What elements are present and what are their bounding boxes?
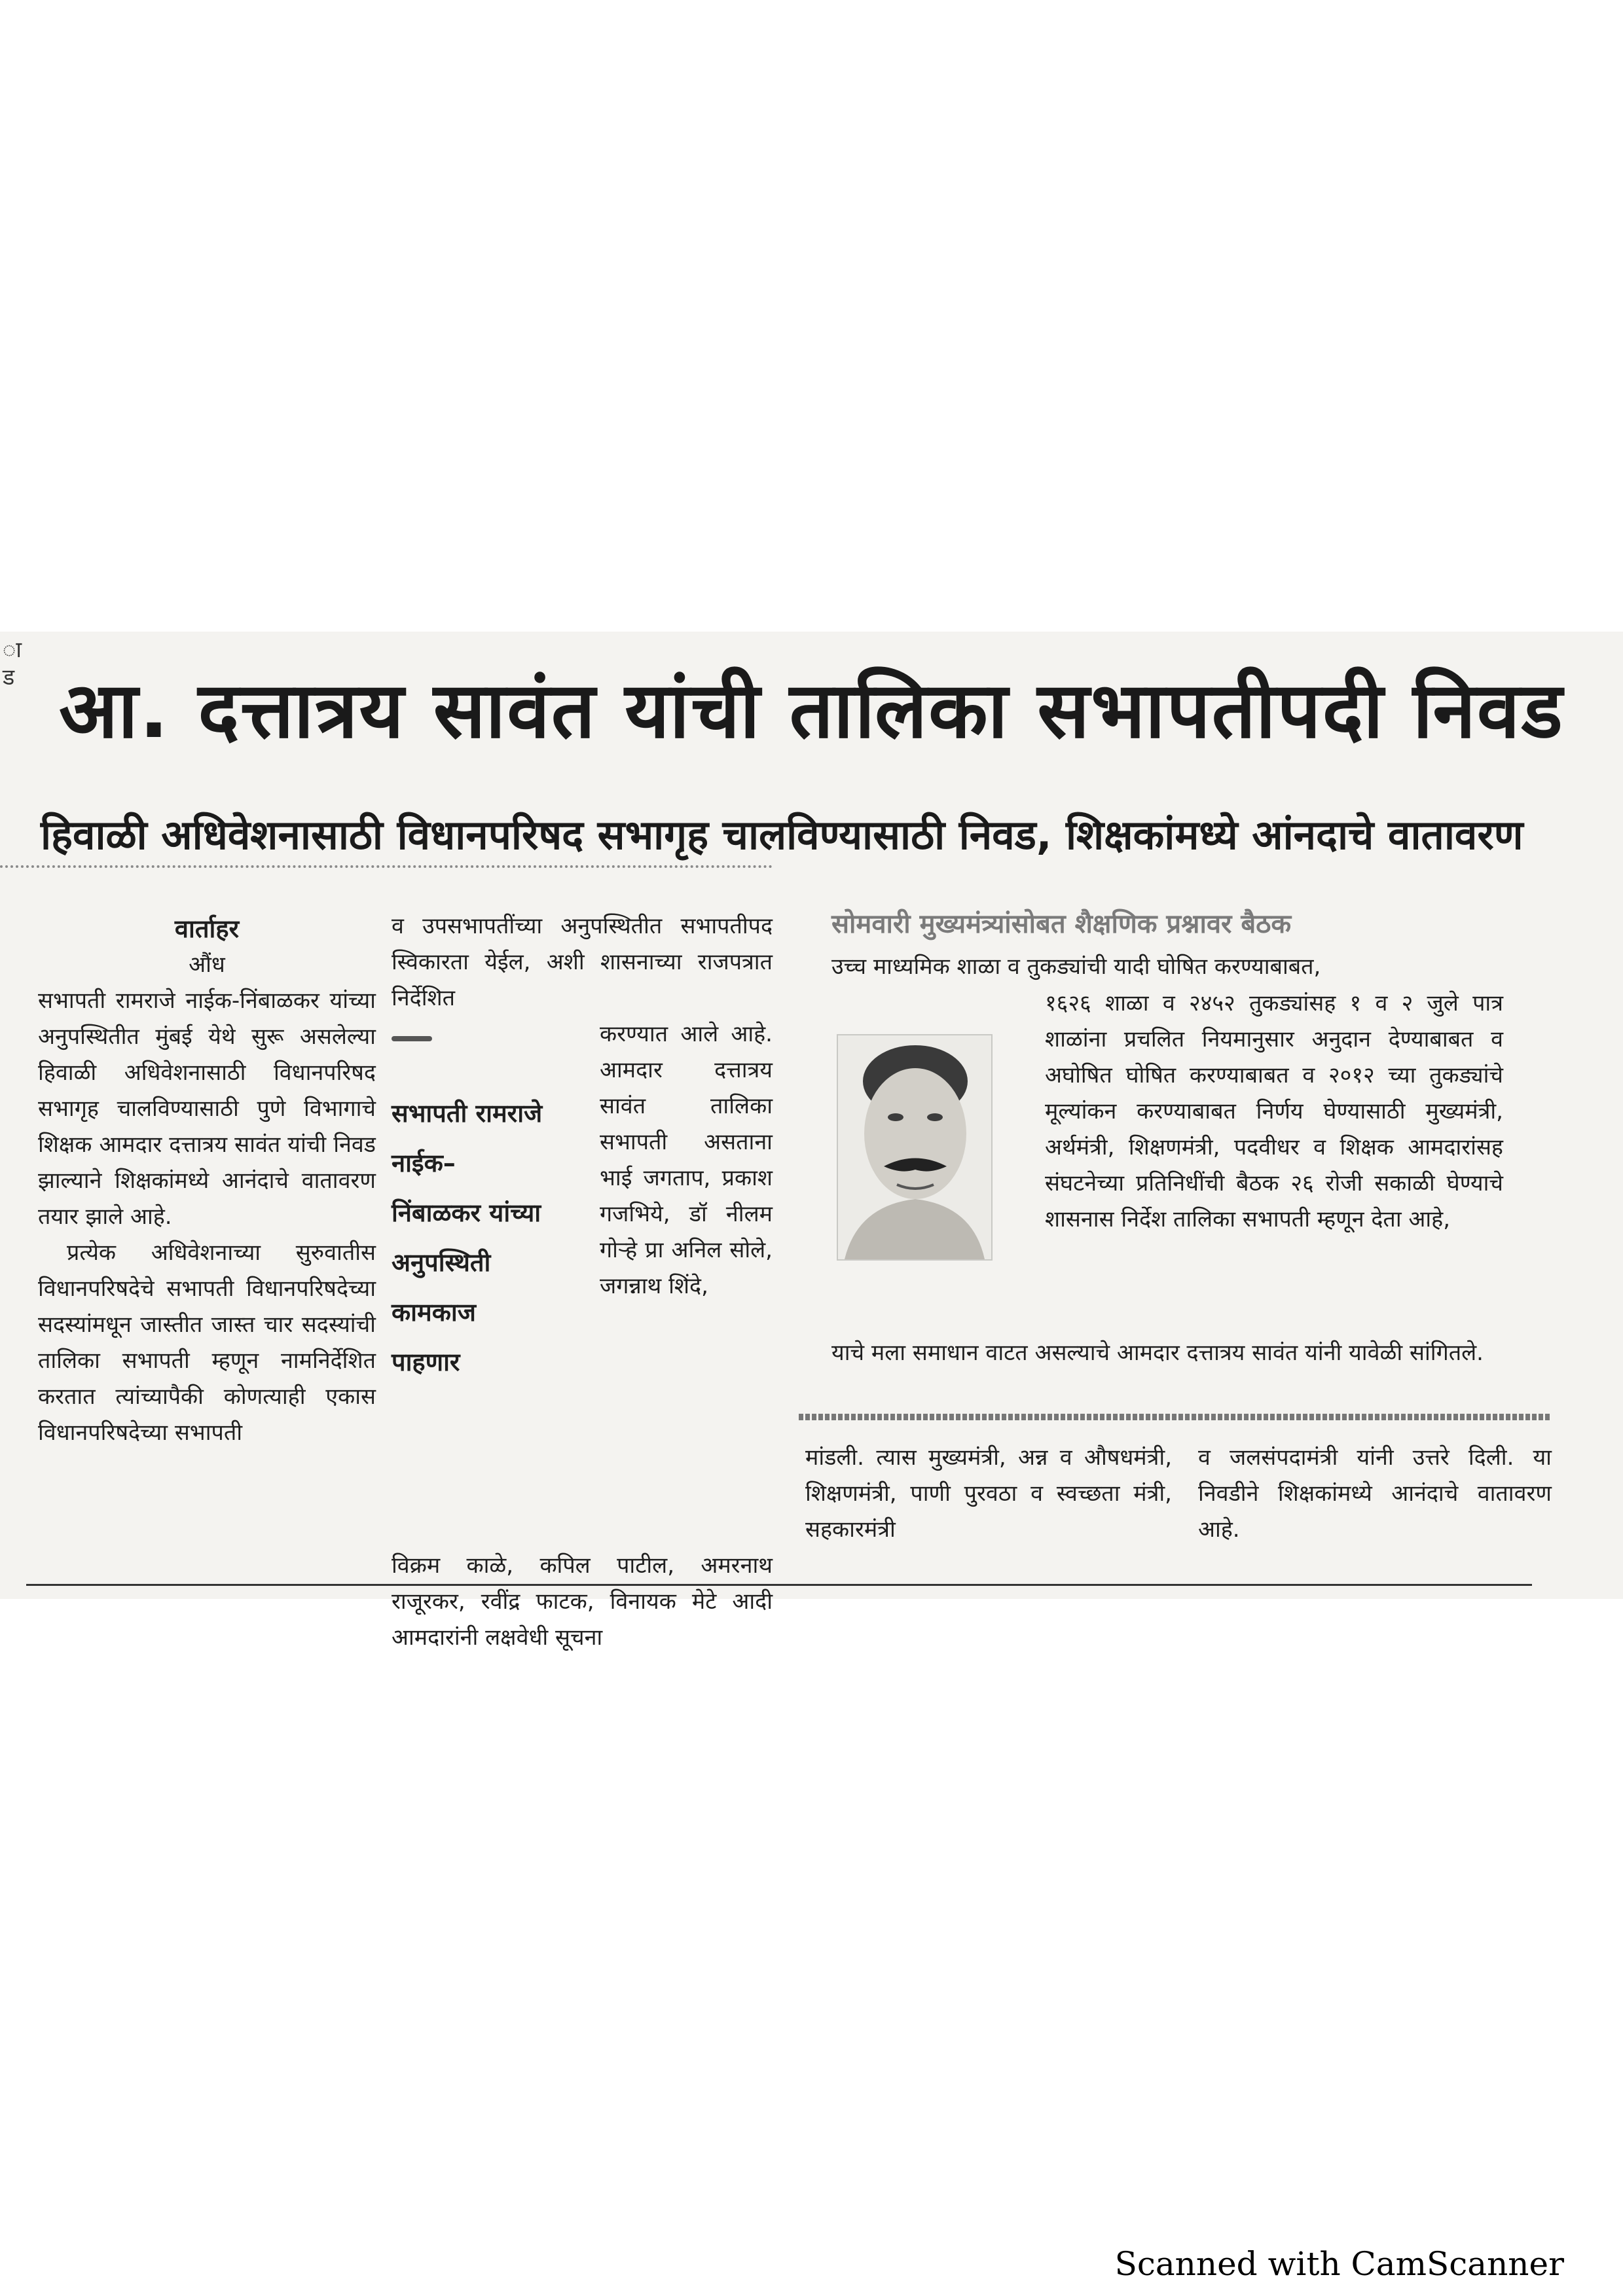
edge-mark-bottom: ड [3, 664, 15, 691]
article-column-1 [38, 911, 376, 1451]
box-bottom-rule [799, 1414, 1552, 1420]
edge-mark-top: ा [3, 637, 22, 663]
box-body: १६२६ शाळा व २४५२ तुकड्यांसह १ व २ जुले पात्र शाळांना प्रचलित नियमानुसार अनुदान देण्याबाबत व अघोषित घोषित करण्याबाबत व २०१२ च्या तुकड्यांचे मूल्यांकन करण्याबाबत निर्णय घेण्यासाठी मुख्यमंत्री, अर्थमंत्री, शिक्षणमंत्री, पदवीधर व शिक्षक आमदारांसह संघटनेच्या प्रतिनिधींची बैठक २६ रोजी सकाळी घेण्याचे शासनास निर्देश तालिका सभापती म्हणून देता आहे, [1045, 990, 1503, 1232]
portrait-icon [838, 1035, 991, 1259]
dateline-place: औंध [189, 952, 225, 978]
portrait-photo [837, 1034, 993, 1261]
side-heading-line: पाहणार [392, 1348, 460, 1376]
headline: आ. दत्तात्रय सावंत यांची तालिका सभापतीपदी निवड [59, 665, 1564, 755]
box-closing-line: याचे मला समाधान वाटत असल्याचे आमदार दत्तात्रय सावंत यांनी यावेळी सांगितले. [831, 1340, 1484, 1366]
side-heading-line: अनुपस्थिती [392, 1248, 491, 1277]
side-heading-line: निंबाळकर यांच्या [392, 1198, 541, 1227]
paragraph: सभापती रामराजे नाईक-निंबाळकर यांच्या अनुपस्थितीत मुंबई येथे सुरू असलेल्या हिवाळी अधिवेशनासाठी विधानपरिषद सभागृह चालविण्यासाठी पुणे विभागाचे शिक्षक आमदार दत्तात्रय सावंत यांची निवड झाल्याने शिक्षकांमध्ये आनंदाचे वातावरण तयार झाले आहे. [38, 988, 376, 1230]
article-column-5: व जलसंपदामंत्री यांनी उत्तरे दिली. या निवडीने शिक्षकांमध्ये आनंदाचे वातावरण आहे. [1198, 1444, 1552, 1543]
column-split [392, 1016, 773, 1651]
separator-dash [392, 1036, 432, 1041]
side-heading-line: सभापती रामराजे [392, 1099, 543, 1128]
dotted-divider [0, 865, 773, 868]
article-column-4: मांडली. त्यास मुख्यमंत्री, अन्न व औषधमंत्री, शिक्षणमंत्री, पाणी पुरवठा व स्वच्छता मंत्री, सहकारमंत्री [805, 1444, 1172, 1543]
paragraph: विक्रम काळे, कपिल पाटील, अमरनाथ राजूरकर, रवींद्र फाटक, विनायक मेटे आदी आमदारांनी लक्षवेधी सूचना [392, 1552, 773, 1651]
paragraph: उच्च माध्यमिक शाळा व तुकड्यांची यादी घोषित करण्याबाबत, [831, 954, 1321, 980]
paragraph: व उपसभापतींच्या अनुपस्थितीत सभापतीपद स्विकारता येईल, अशी शासनाच्या राजपत्रात निर्देशित [392, 913, 773, 1011]
paragraph: प्रत्येक अधिवेशनाच्या सुरुवातीस विधानपरिषदेचे सभापती विधानपरिषदेच्या सदस्यांमधून जास्तीत जास्त चार सदस्यांची तालिका सभापती म्हणून नामनिर्देशित करतात त्यांच्यापैकी कोणत्याही एकास विधानपरिषदेच्या सभापती [38, 1240, 376, 1446]
side-heading-line: कामकाज [392, 1298, 476, 1327]
scanner-watermark: Scanned with CamScanner [1114, 2245, 1564, 2283]
article-column-2 [392, 908, 773, 1651]
box-first-line [831, 949, 1539, 985]
clipping-bottom-border [26, 1584, 1532, 1586]
byline: वार्ताहर [174, 914, 240, 943]
side-heading-line: नाईक– [392, 1149, 456, 1177]
side-heading [392, 1088, 581, 1387]
box-title: सोमवारी मुख्यमंत्र्यांसोबत शैक्षणिक प्रश्नावर बैठक [831, 909, 1292, 939]
subheadline: हिवाळी अधिवेशनासाठी विधानपरिषद सभागृह चालविण्यासाठी निवड, शिक्षकांमध्ये आंनदाचे वातावरण [41, 811, 1523, 859]
narrow-column-text: करण्यात आले आहे. आमदार दत्तात्रय सावंत तालिका सभापती असताना भाई जगताप, प्रकाश गजभिये, डॉ नीलम गोऱ्हे प्रा अनिल सोले, जगन्नाथ शिंदे, [600, 1021, 773, 1299]
